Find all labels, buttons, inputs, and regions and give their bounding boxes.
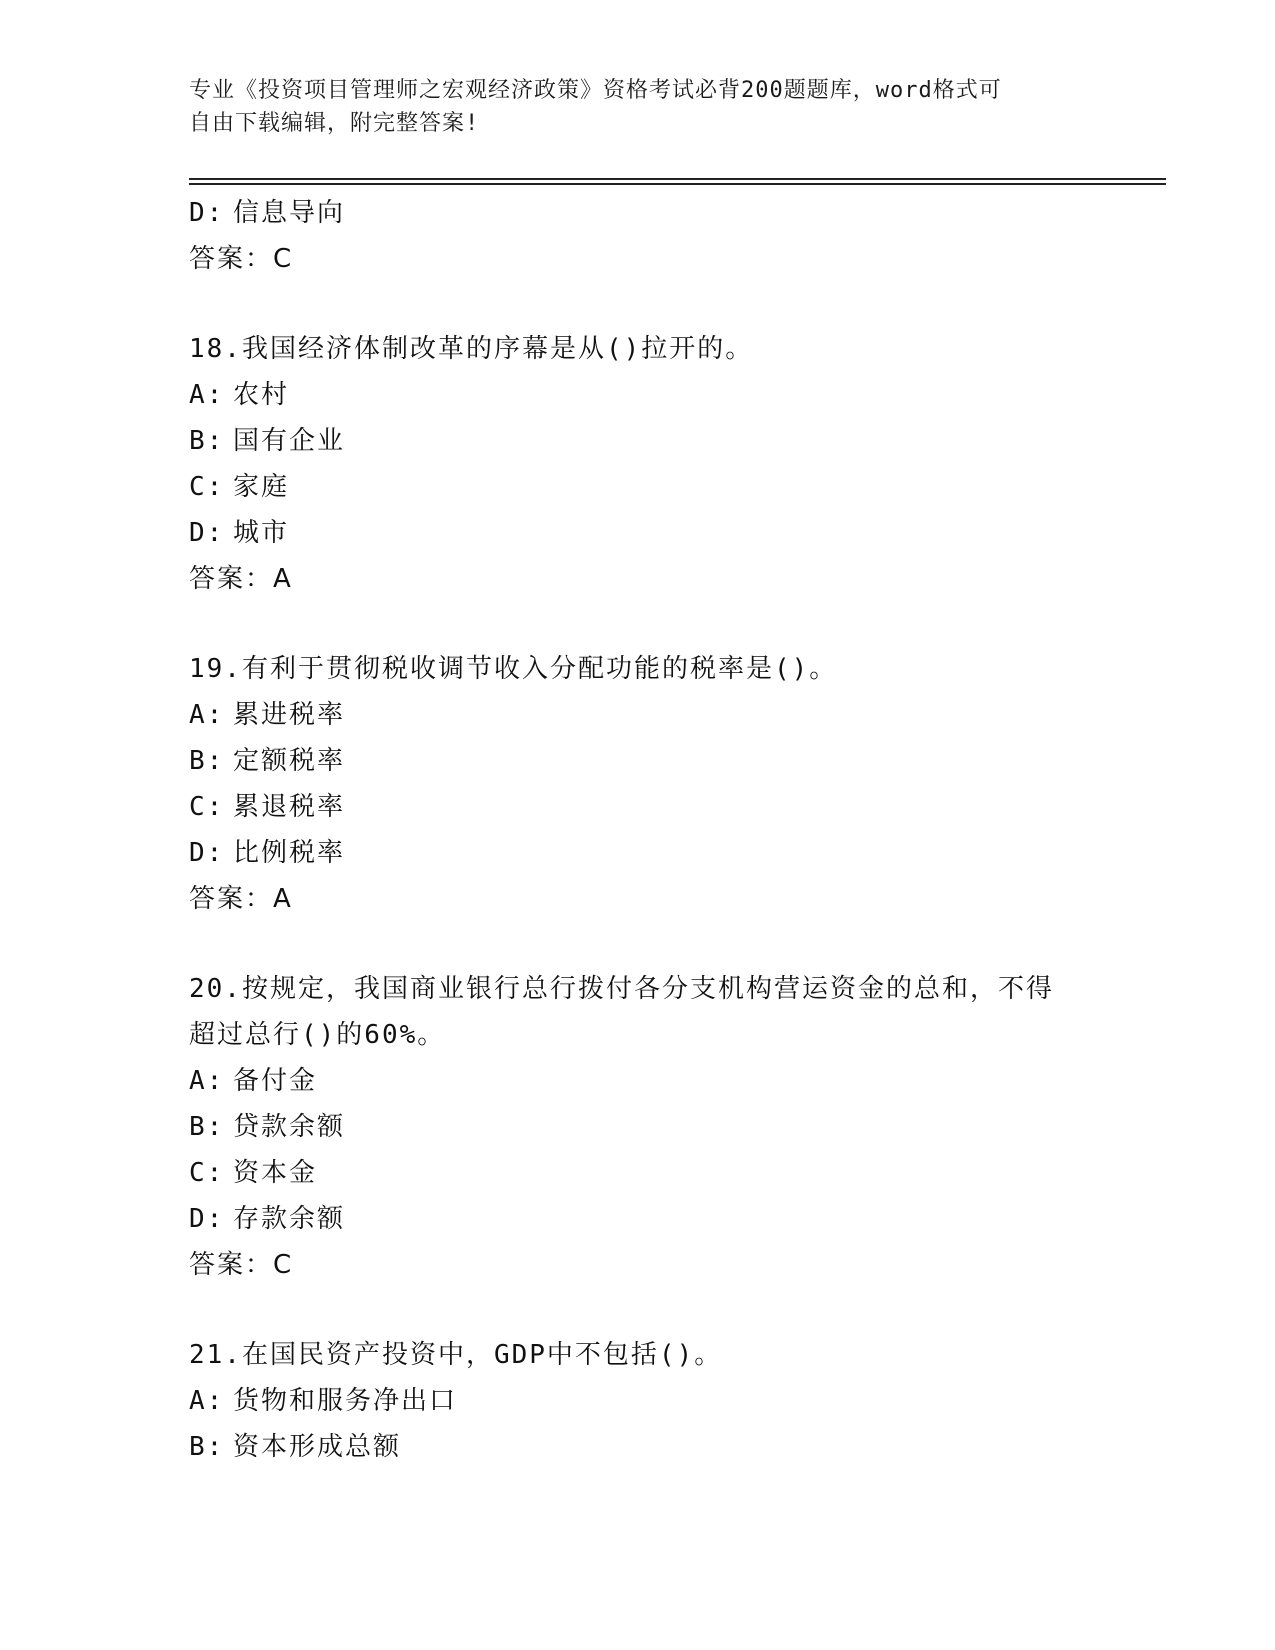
option-text: 货物和服务净出口 <box>233 1386 458 1416</box>
header-line-2: 自由下载编辑，附完整答案! <box>189 111 480 136</box>
option-label: A: <box>189 380 225 410</box>
option-b <box>189 1104 1089 1150</box>
option-a <box>189 1058 1089 1104</box>
option-label: A: <box>189 1386 225 1416</box>
option-a <box>189 1378 1089 1424</box>
question-19-stem: 19.有利于贯彻税收调节收入分配功能的税率是()。 <box>189 654 838 684</box>
option-text: 备付金 <box>233 1066 318 1096</box>
question-list <box>189 190 1089 1470</box>
header-line-1: 专业《投资项目管理师之宏观经济政策》资格考试必背200题题库，word格式可 <box>189 78 1002 103</box>
option-text: 贷款余额 <box>233 1112 346 1142</box>
option-text: 城市 <box>233 518 290 548</box>
option-label: A: <box>189 700 225 730</box>
question-21-stem: 21.在国民资产投资中，GDP中不包括()。 <box>189 1340 723 1370</box>
question-20-stem-line-1: 20.按规定，我国商业银行总行拨付各分支机构营运资金的总和，不得 <box>189 974 1054 1004</box>
option-c <box>189 1150 1089 1196</box>
option-text: 比例税率 <box>233 838 346 868</box>
answer-line: 答案：A <box>189 884 293 914</box>
option-text: 农村 <box>233 380 290 410</box>
spacer <box>189 1288 1089 1332</box>
option-label: D: <box>189 198 225 228</box>
option-label: C: <box>189 472 225 502</box>
option-a <box>189 692 1089 738</box>
option-text: 累退税率 <box>233 792 346 822</box>
header-divider-top <box>189 178 1166 180</box>
option-label: D: <box>189 1204 225 1234</box>
option-text: 国有企业 <box>233 426 346 456</box>
option-label: C: <box>189 1158 225 1188</box>
spacer <box>189 922 1089 966</box>
option-text: 资本形成总额 <box>233 1432 402 1462</box>
option-c <box>189 464 1089 510</box>
option-text: 资本金 <box>233 1158 318 1188</box>
option-d <box>189 830 1089 876</box>
spacer <box>189 282 1089 326</box>
header-divider-bottom <box>189 183 1166 185</box>
option-b <box>189 1424 1089 1470</box>
answer-line: 答案：C <box>189 1250 294 1280</box>
spacer <box>189 602 1089 646</box>
option-b <box>189 418 1089 464</box>
option-text: 家庭 <box>233 472 290 502</box>
option-text: 累进税率 <box>233 700 346 730</box>
question-18-stem: 18.我国经济体制改革的序幕是从()拉开的。 <box>189 334 754 364</box>
option-label: A: <box>189 1066 225 1096</box>
document-header <box>189 74 1089 140</box>
option-label: B: <box>189 1112 225 1142</box>
question-20-stem-line-2: 超过总行()的60%。 <box>189 1020 446 1050</box>
option-text: 信息导向 <box>233 198 346 228</box>
answer-line: 答案：A <box>189 564 293 594</box>
option-label: B: <box>189 1432 225 1462</box>
option-label: B: <box>189 426 225 456</box>
option-a <box>189 372 1089 418</box>
option-label: B: <box>189 746 225 776</box>
option-label: D: <box>189 838 225 868</box>
option-b <box>189 738 1089 784</box>
option-label: D: <box>189 518 225 548</box>
option-d <box>189 510 1089 556</box>
answer-line: 答案：C <box>189 244 294 274</box>
option-text: 定额税率 <box>233 746 346 776</box>
option-label: C: <box>189 792 225 822</box>
option-d <box>189 190 1089 236</box>
option-c <box>189 784 1089 830</box>
option-text: 存款余额 <box>233 1204 346 1234</box>
option-d <box>189 1196 1089 1242</box>
